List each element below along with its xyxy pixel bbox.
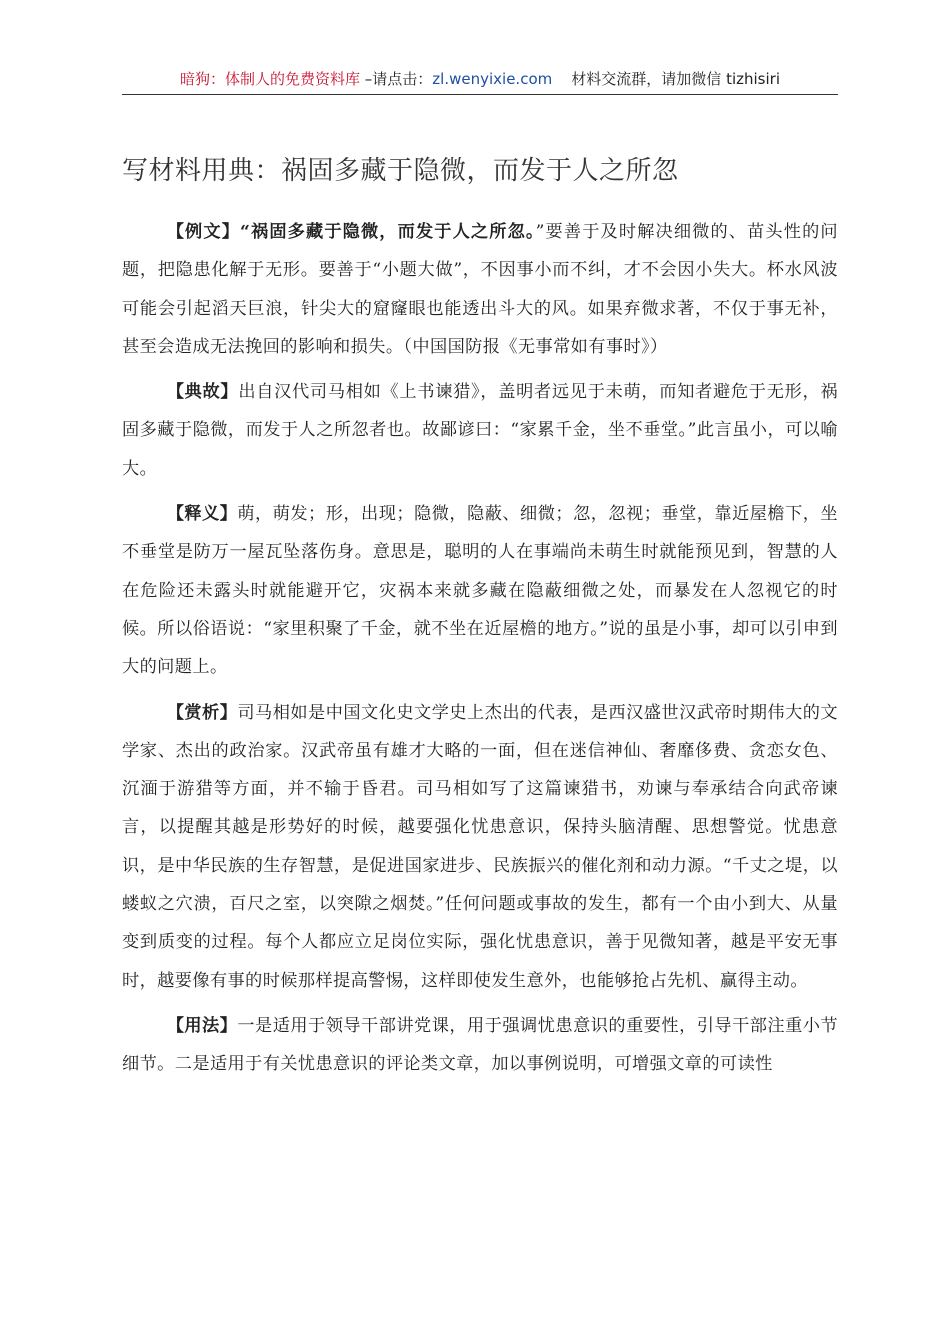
header-contact: 材料交流群，请加微信 tizhisiri [552, 70, 780, 88]
header-link[interactable]: zl.wenyixie.com [432, 70, 553, 88]
example-text: ”要善于及时解决细微的、苗头性的问题，把隐患化解于无形。要善于“小题大做”，不因事小而不纠，才不会因小失大。杯水风波可能会引起滔天巨浪，针尖大的窟窿眼也能透出斗大的风。如果弃微求著，不仅于事无补，甚至会造成无法挽回的影响和损失。（中国国防报《无事常如有事时》） [122, 222, 838, 357]
appreciation-text: 司马相如是中国文化史文学史上杰出的代表，是西汉盛世汉武帝时期伟大的文学家、杰出的政治家。汉武帝虽有雄才大略的一面，但在迷信神仙、奢靡侈费、贪恋女色、沉湎于游猎等方面，并不输于昏君。司马相如写了这篇谏猎书，劝谏与奉承结合向武帝谏言，以提醒其越是形势好的时候，越要强化忧患意识，保持头脑清醒、思想警觉。忧患意识，是中华民族的生存智慧，是促进国家进步、民族振兴的催化剂和动力源。“千丈之堤，以蝼蚁之穴溃，百尺之室，以突隙之烟焚。”任何问题或事故的发生，都有一个由小到大、从量变到质变的过程。每个人都应立足岗位实际，强化忧患意识，善于见微知著，越是平安无事时，越要像有事的时候那样提高警惕，这样即使发生意外，也能够抢占先机、赢得主动。 [122, 702, 838, 991]
paragraph-meaning [122, 495, 838, 686]
usage-text: 一是适用于领导干部讲党课，用于强调忧患意识的重要性，引导干部注重小节细节。二是适用于有关忧患意识的评论类文章，加以事例说明，可增强文章的可读性 [122, 1015, 838, 1075]
label-usage: 【用法】 [166, 1015, 238, 1036]
header-prompt: –请点击： [360, 70, 433, 88]
example-quote: “祸固多藏于隐微，而发于人之所忽。 [240, 222, 536, 242]
page-header [122, 66, 838, 95]
label-meaning: 【释义】 [166, 504, 238, 525]
label-allusion: 【典故】 [166, 382, 239, 403]
paragraph-usage [122, 1007, 838, 1084]
paragraph-appreciation [122, 694, 838, 1000]
label-example: 【例文】 [166, 222, 241, 242]
paragraph-allusion [122, 373, 838, 488]
meaning-text: 萌，萌发；形，出现；隐微，隐蔽、细微；忽，忽视；垂堂，靠近屋檐下，坐不垂堂是防万一屋瓦坠落伤身。意思是，聪明的人在事端尚未萌生时就能预见到，智慧的人在危险还未露头时就能避开它，灾祸本来就多藏在隐蔽细微之处，而暴发在人忽视它的时候。所以俗语说：“家里积聚了千金，就不坐在近屋檐的地方。”说的虽是小事，却可以引申到大的问题上。 [122, 504, 838, 678]
label-appreciation: 【赏析】 [166, 702, 238, 723]
header-brand: 暗狗：体制人的免费资料库 [180, 70, 361, 88]
paragraph-example [122, 213, 838, 366]
allusion-text: 出自汉代司马相如《上书谏猎》，盖明者远见于未萌，而知者避危于无形，祸固多藏于隐微，而发于人之所忽者也。故鄙谚曰：“家累千金，坐不垂堂。”此言虽小，可以喻大。 [122, 382, 838, 479]
page-title: 写材料用典：祸固多藏于隐微，而发于人之所忽 [122, 156, 679, 186]
document-body [122, 213, 838, 1091]
